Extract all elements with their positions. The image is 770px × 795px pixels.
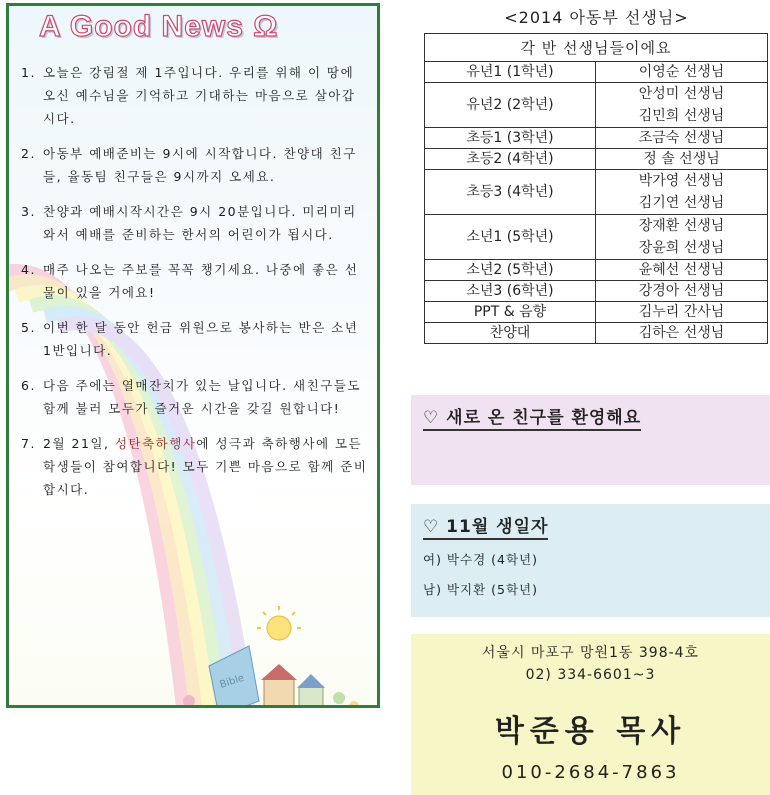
item-text-post: 에 성극과 축하행사에 모든 학생들이 참여합니다! 모두 기쁜 마음으로 함께 준비합시다. [43,436,368,497]
teacher-name: 김민희 선생님 [638,108,725,124]
table-row [425,281,768,302]
teacher-cell [596,170,768,215]
bible-label: Bible [218,672,246,691]
teacher-cell [596,83,768,128]
teacher-cell: 김누리 간사님 [596,302,768,323]
item-highlight: 성탄축하행사 [114,436,197,451]
item-text: 다음 주에는 열매잔치가 있는 날입니다. 새친구들도 함께 불러 모두가 즐거운 시간을 갖길 원합니다! [43,378,361,416]
table-row [425,128,768,149]
teacher-cell: 강경아 선생님 [596,281,768,302]
class-cell: 찬양대 [425,323,596,344]
item-text-pre: 2월 21일, [43,436,115,451]
pastor-mobile: 010-2684-7863 [501,762,680,783]
table-row [425,149,768,170]
welcome-section [411,395,770,485]
contact-section [411,634,770,795]
birthday-boy: 남) 박지환 (5학년) [423,582,538,597]
teacher-name: 박가영 선생님 [638,173,725,189]
bible-town-illustration [169,606,379,708]
table-row [425,260,768,281]
item-text: 이번 한 달 동안 헌금 위원으로 봉사하는 반은 소년 1반입니다. [43,320,359,358]
item-number: 1. [21,65,36,80]
item-number: 6. [21,378,36,393]
class-cell: PPT & 음향 [425,302,596,323]
news-panel [6,3,380,708]
church-phone: 02) 334-6601~3 [525,667,656,683]
teacher-cell: 조금숙 선생님 [596,128,768,149]
birthday-girl: 여) 박수경 (4학년) [423,552,538,567]
teacher-name: 장윤희 선생님 [638,240,725,256]
item-number: 2. [21,146,36,161]
teacher-name: 안성미 선생님 [638,86,725,102]
class-cell: 소년1 (5학년) [425,215,596,260]
item-number: 7. [21,436,36,451]
teacher-cell: 이영순 선생님 [596,62,768,83]
item-text: 찬양과 예배시작시간은 9시 20분입니다. 미리미리 와서 예배를 준비하는 한서의 어린이가 됩시다. [43,204,357,242]
newsletter-title: A Good News Ω [39,10,279,43]
staff-table [424,33,768,344]
teacher-name: 장재환 선생님 [638,218,725,234]
item-text [43,432,369,501]
list-item [21,374,369,420]
class-cell: 유년2 (2학년) [425,83,596,128]
teacher-name: 김기연 선생님 [638,195,725,211]
table-row [425,83,768,128]
item-number: 4. [21,262,36,277]
item-text: 오늘은 강림절 제 1주입니다. 우리를 위해 이 땅에 오신 예수님을 기억하고 기대하는 마음으로 살아갑시다. [43,65,356,126]
teacher-cell: 윤혜선 선생님 [596,260,768,281]
welcome-heading: ♡ 새로 온 친구를 환영해요 [423,403,641,431]
list-item [21,142,369,188]
birthday-heading: ♡ 11월 생일자 [423,512,548,540]
teacher-cell: 정 솔 선생님 [596,149,768,170]
table-row [425,323,768,344]
class-cell: 초등1 (3학년) [425,128,596,149]
class-cell: 초등2 (4학년) [425,149,596,170]
birthday-section [411,504,770,617]
table-header: 각 반 선생님들이에요 [425,34,768,62]
item-number: 5. [21,320,36,335]
table-row [425,302,768,323]
list-item [21,61,369,130]
list-item [21,432,369,501]
item-text: 아동부 예배준비는 9시에 시작합니다. 찬양대 친구들, 율동팀 친구들은 9시까지 오세요. [43,146,357,184]
table-row [425,215,768,260]
list-item [21,258,369,304]
staff-title: <2014 아동부 선생님> [504,8,689,27]
teacher-cell: 김하은 선생님 [596,323,768,344]
pastor-name: 박준용 목사 [494,714,687,749]
list-item [21,200,369,246]
teacher-cell [596,215,768,260]
table-header-row [425,34,768,62]
list-item [21,316,369,362]
table-row [425,170,768,215]
announcement-list [21,61,369,513]
item-text: 매주 나오는 주보를 꼭꼭 챙기세요. 나중에 좋은 선물이 있을 거에요! [43,262,359,300]
class-cell: 초등3 (4학년) [425,170,596,215]
class-cell: 유년1 (1학년) [425,62,596,83]
item-number: 3. [21,204,36,219]
class-cell: 소년3 (6학년) [425,281,596,302]
table-row [425,62,768,83]
church-address: 서울시 마포구 망원1동 398-4호 [481,645,700,661]
class-cell: 소년2 (5학년) [425,260,596,281]
